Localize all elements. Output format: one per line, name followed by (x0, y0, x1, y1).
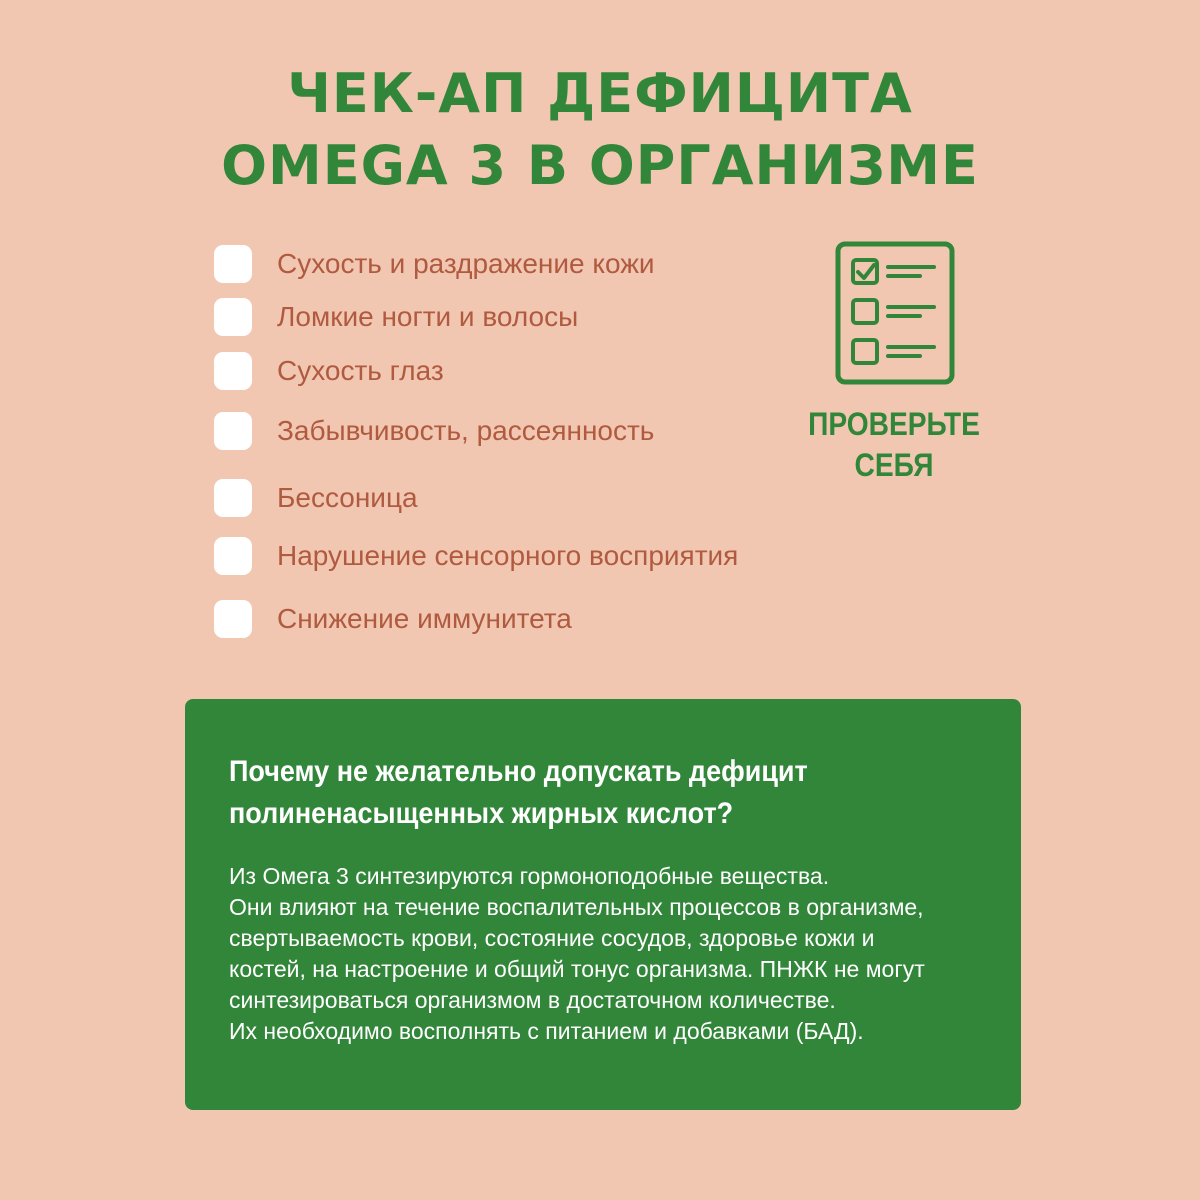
check-yourself-line-2: СЕБЯ (854, 447, 934, 483)
checklist-item-label: Забывчивость, рассеянность (277, 415, 655, 446)
checklist-item[interactable] (214, 297, 578, 337)
checklist-item[interactable] (214, 536, 738, 576)
check-yourself-caption (794, 404, 995, 486)
info-heading-line-2: полиненасыщенных жирных кислот? (229, 797, 734, 830)
checklist-icon (834, 240, 956, 386)
checklist-item-label: Бессоница (277, 482, 418, 513)
page-title-line-2: OMEGA 3 В ОРГАНИЗМЕ (221, 134, 979, 197)
checkbox[interactable] (214, 298, 252, 336)
checklist-item[interactable] (214, 599, 572, 639)
checklist-item-label: Ломкие ногти и волосы (277, 301, 579, 332)
checklist-item-label: Снижение иммунитета (277, 603, 572, 634)
info-body-line: костей, на настроение и общий тонус организма. ПНЖК не могут (229, 956, 925, 982)
info-heading-line-1: Почему не желательно допускать дефицит (229, 755, 808, 788)
checklist-item-label: Сухость глаз (277, 355, 444, 386)
info-body-line: Из Омега 3 синтезируются гормоноподобные вещества. (229, 863, 830, 889)
checkbox[interactable] (214, 479, 252, 517)
info-body-line: синтезироваться организмом в достаточном количестве. (229, 987, 836, 1013)
info-body-line: Их необходимо восполнять с питанием и добавками (БАД). (229, 1018, 864, 1044)
info-body (229, 861, 999, 1047)
info-body-line: Они влияют на течение воспалительных процессов в организме, (229, 894, 924, 920)
checklist-item[interactable] (214, 411, 654, 451)
info-heading (229, 751, 913, 835)
checklist-item-label: Нарушение сенсорного восприятия (277, 540, 739, 571)
page-title-line-1: ЧЕК-АП ДЕФИЦИТА (287, 62, 913, 125)
info-panel (185, 699, 1021, 1110)
checkbox[interactable] (214, 245, 252, 283)
checkbox[interactable] (214, 412, 252, 450)
page-title (0, 58, 1200, 202)
check-yourself-line-1: ПРОВЕРЬТЕ (808, 406, 980, 442)
checklist-item[interactable] (214, 351, 444, 391)
checkbox[interactable] (214, 537, 252, 575)
checklist-item-label: Сухость и раздражение кожи (277, 248, 655, 279)
checklist-item[interactable] (214, 244, 655, 284)
checkbox[interactable] (214, 600, 252, 638)
checklist-item[interactable] (214, 478, 418, 518)
checkbox[interactable] (214, 352, 252, 390)
info-body-line: свертываемость крови, состояние сосудов, здоровье кожи и (229, 925, 875, 951)
